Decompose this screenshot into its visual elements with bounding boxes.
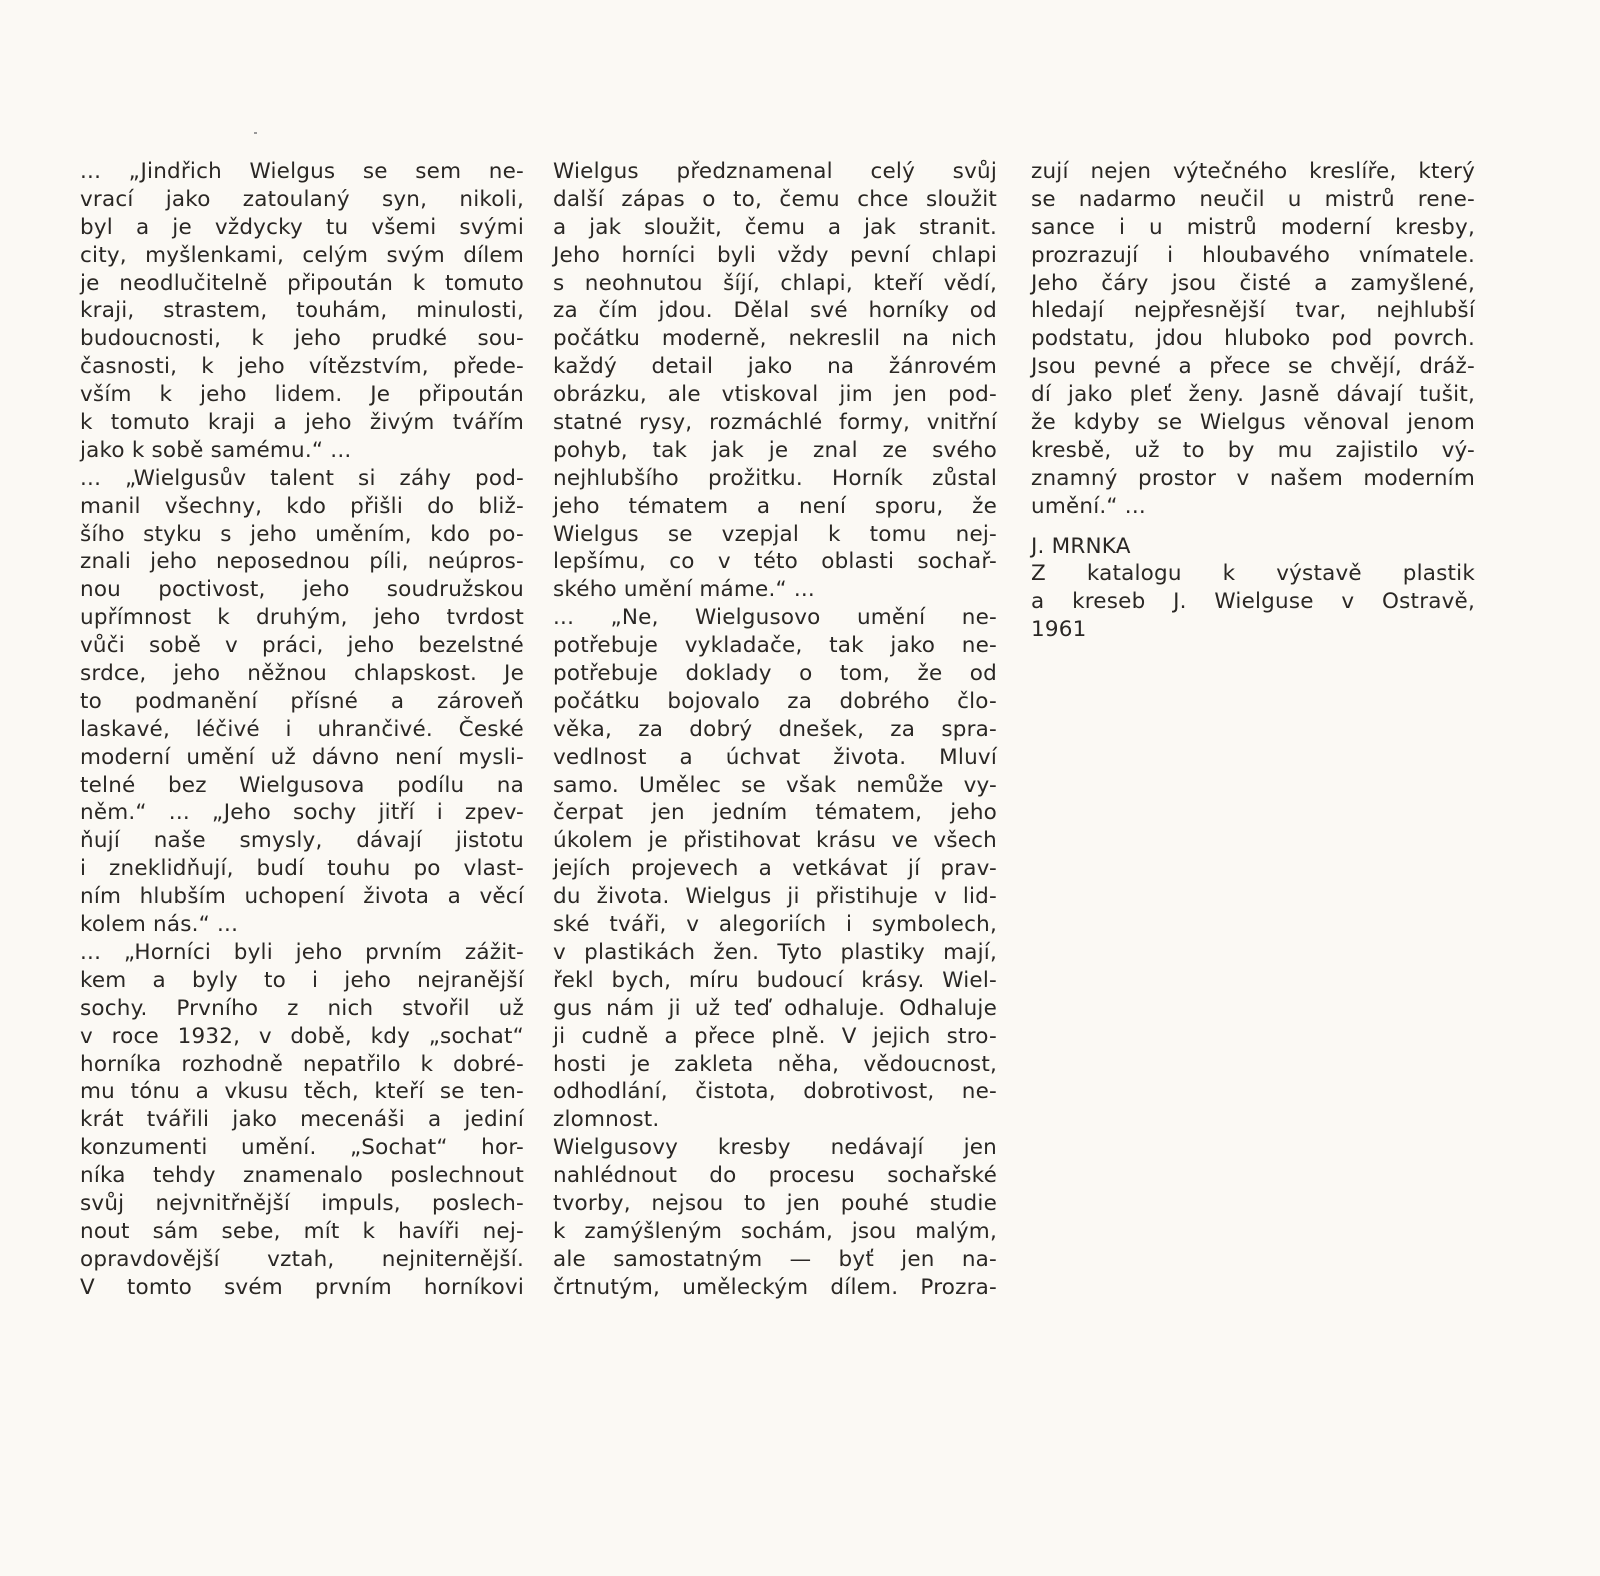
text-line: každý detail jako na žánrovém [553, 354, 997, 380]
text-line: odhodlání, čistota, dobrotivost, ne- [553, 1079, 997, 1105]
text-line: jeho tématem a není sporu, že [553, 493, 997, 519]
text-line: manil všechny, kdo přišli do bliž- [80, 493, 524, 519]
text-line: ského umění máme.“ ... [553, 577, 815, 603]
text-line: svůj nejvnitřnější impuls, poslech- [80, 1190, 524, 1216]
text-line: moderní umění už dávno není mysli- [80, 744, 524, 770]
source-line: a kreseb J. Wielguse v Ostravě, [1031, 589, 1475, 615]
text-line: se nadarmo neučil u mistrů rene- [1031, 186, 1475, 212]
text-line: nejhlubšího prožitku. Horník zůstal [553, 465, 997, 491]
text-line: ním hlubším uchopení života a věcí [80, 884, 524, 910]
text-line: úkolem je přistihovat krásu ve všech [553, 828, 997, 854]
text-line: v roce 1932, v době, kdy „sochat“ [80, 1023, 524, 1049]
text-line: nou poctivost, jeho soudružskou [80, 577, 524, 603]
text-line: ňují naše smysly, dávají jistotu [80, 828, 524, 854]
text-line: čerpat jen jedním tématem, jeho [553, 800, 997, 826]
text-line: řekl bych, míru budoucí krásy. Wiel- [553, 967, 997, 993]
text-line: věka, za dobrý dnešek, za spra- [553, 716, 997, 742]
text-line: hosti je zakleta něha, vědoucnost, [553, 1051, 997, 1077]
text-line: je neodlučitelně připoután k tomuto [80, 270, 524, 296]
text-line: laskavé, léčivé i uhrančivé. České [80, 716, 524, 742]
text-line: jako k sobě samému.“ ... [80, 437, 352, 463]
text-line: ské tváři, v alegoriích i symbolech, [553, 912, 997, 938]
text-line: i zneklidňují, budí touhu po vlast- [80, 856, 524, 882]
text-line: počátku bojovalo za dobrého člo- [553, 688, 997, 714]
text-line: lepšímu, co v této oblasti sochař- [553, 549, 997, 575]
text-line: črtnutým, uměleckým dílem. Prozra- [553, 1274, 997, 1300]
text-line: ... „Wielgusův talent si záhy pod- [80, 465, 524, 491]
text-line: k tomuto kraji a jeho živým tvářím [80, 410, 524, 436]
text-line: upřímnost k druhým, jeho tvrdost [80, 605, 524, 631]
text-line: šího styku s jeho uměním, kdo po- [80, 521, 524, 547]
text-line: kolem nás.“ ... [80, 912, 239, 938]
source-year: 1961 [1031, 617, 1087, 643]
text-line: kem a byly to i jeho nejranější [80, 967, 524, 993]
text-line: za čím jdou. Dělal své horníky od [553, 298, 997, 324]
text-line: sance i u mistrů moderní kresby, [1031, 214, 1475, 240]
text-line: samo. Umělec se však nemůže vy- [553, 772, 997, 798]
text-line: ... „Ne, Wielgusovo umění ne- [553, 605, 997, 631]
text-line: potřebuje doklady o tom, že od [553, 661, 997, 687]
text-line: jejích projevech a vetkávat jí prav- [553, 856, 997, 882]
text-line: mu tónu a vkusu těch, kteří se ten- [80, 1079, 524, 1105]
text-line: podstatu, jdou hluboko pod povrch. [1031, 326, 1475, 352]
text-line: prozrazují i hloubavého vnímatele. [1031, 242, 1475, 268]
text-line: tvorby, nejsou to jen pouhé studie [553, 1190, 997, 1216]
text-line: kresbě, už to by mu zajistilo vý- [1031, 437, 1475, 463]
source-line: Z katalogu k výstavě plastik [1031, 561, 1475, 587]
text-line: nahlédnout do procesu sochařské [553, 1163, 997, 1189]
author-name: J. MRNKA [1031, 533, 1131, 559]
text-line: byl a je vždycky tu všemi svými [80, 214, 524, 240]
text-line: potřebuje vykladače, tak jako ne- [553, 633, 997, 659]
text-line: znamný prostor v našem moderním [1031, 465, 1475, 491]
text-line: srdce, jeho něžnou chlapskost. Je [80, 661, 524, 687]
text-line: budoucnosti, k jeho prudké sou- [80, 326, 524, 352]
text-line: dí jako pleť ženy. Jasně dávají tušit, [1031, 382, 1475, 408]
text-line: ... „Jindřich Wielgus se sem ne- [80, 159, 524, 184]
text-line: a jak sloužit, čemu a jak stranit. [553, 214, 997, 240]
text-column-3 [1031, 158, 1475, 644]
text-line: ... „Horníci byli jeho prvním zážit- [80, 939, 524, 965]
text-line: opravdovější vztah, nejniternější. [80, 1246, 524, 1272]
text-line: zlomnost. [553, 1107, 660, 1133]
text-line: zují nejen výtečného kreslíře, který [1031, 159, 1475, 184]
text-line: telné bez Wielgusova podílu na [80, 772, 524, 798]
text-line: vrací jako zatoulaný syn, nikoli, [80, 186, 524, 212]
text-line: ale samostatným — byť jen na- [553, 1246, 997, 1272]
text-column-1 [80, 158, 524, 1302]
text-line: V tomto svém prvním horníkovi [80, 1274, 524, 1300]
text-line: v plastikách žen. Tyto plastiky mají, [553, 939, 997, 965]
text-line: vším k jeho lidem. Je připoután [80, 382, 524, 408]
text-line: další zápas o to, čemu chce sloužit [553, 186, 997, 212]
text-line: Jeho čáry jsou čisté a zamyšlené, [1031, 270, 1475, 296]
column-3-body [1031, 158, 1475, 521]
text-line: krát tvářili jako mecenáši a jediní [80, 1107, 524, 1133]
text-line: konzumenti umění. „Sochat“ hor- [80, 1135, 524, 1161]
text-line: Wielgus se vzepjal k tomu nej- [553, 521, 997, 547]
text-line: vůči sobě v práci, jeho bezelstné [80, 633, 524, 659]
text-line: obrázku, ale vtiskoval jim jen pod- [553, 382, 997, 408]
text-column-2 [553, 158, 997, 1302]
text-line: že kdyby se Wielgus věnoval jenom [1031, 410, 1475, 436]
text-line: počátku moderně, nekreslil na nich [553, 326, 997, 352]
text-line: kraji, strastem, touhám, minulosti, [80, 298, 524, 324]
text-line: časnosti, k jeho vítězstvím, přede- [80, 354, 524, 380]
text-line: to podmanění přísné a zároveň [80, 688, 524, 714]
text-line: umění.“ ... [1031, 493, 1146, 519]
text-line: sochy. Prvního z nich stvořil už [80, 995, 524, 1021]
text-line: nout sám sebe, mít k havíři nej- [80, 1218, 524, 1244]
text-line: ji cudně a přece plně. V jejich stro- [553, 1023, 997, 1049]
text-line: Jeho horníci byli vždy pevní chlapi [553, 242, 997, 268]
text-line: vedlnost a úchvat života. Mluví [553, 744, 997, 770]
text-line: níka tehdy znamenalo poslechnout [80, 1163, 524, 1189]
text-line: Jsou pevné a přece se chvějí, dráž- [1031, 354, 1475, 380]
text-line: gus nám ji už teď odhaluje. Odhaluje [553, 995, 997, 1021]
text-line: pohyb, tak jak je znal ze svého [553, 437, 997, 463]
text-line: Wielgusovy kresby nedávají jen [553, 1135, 997, 1161]
text-line: hledají nejpřesnější tvar, nejhlubší [1031, 298, 1475, 324]
text-line: s neohnutou šíjí, chlapi, kteří vědí, [553, 270, 997, 296]
text-line: Wielgus předznamenal celý svůj [553, 159, 997, 184]
scan-mark [254, 132, 257, 134]
text-line: horníka rozhodně nepatřilo k dobré- [80, 1051, 524, 1077]
text-line: city, myšlenkami, celým svým dílem [80, 242, 524, 268]
text-line: statné rysy, rozmáchlé formy, vnitřní [553, 410, 997, 436]
text-line: něm.“ ... „Jeho sochy jitří i zpev- [80, 800, 524, 826]
text-line: du života. Wielgus ji přistihuje v lid- [553, 884, 997, 910]
text-line: k zamýšleným sochám, jsou malým, [553, 1218, 997, 1244]
text-line: znali jeho neposednou píli, neúpros- [80, 549, 524, 575]
